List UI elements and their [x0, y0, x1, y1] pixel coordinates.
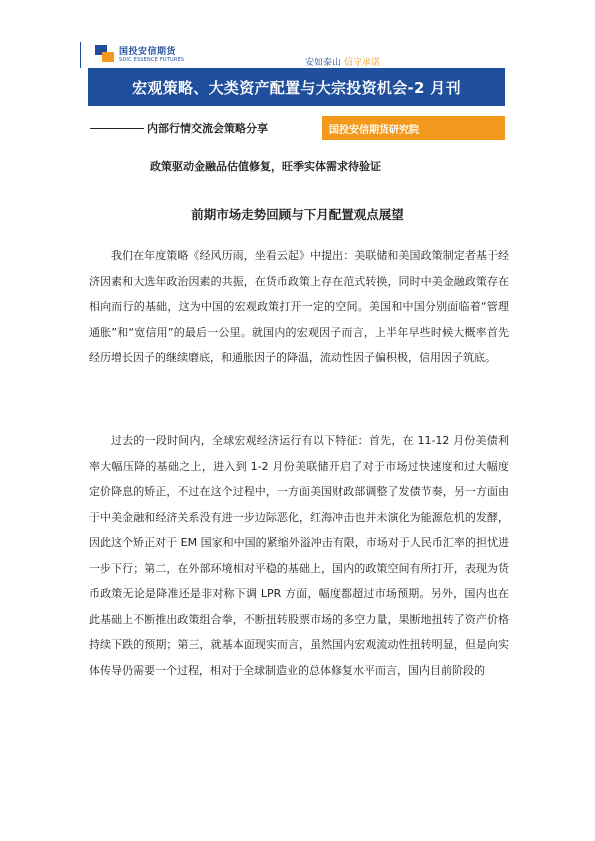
institute-badge [322, 116, 505, 140]
section-title: 前期市场走势回顾与下月配置观点展望 [191, 207, 404, 222]
logo-name-cn: 国投安信期货 [119, 47, 177, 57]
slogan [305, 55, 380, 68]
report-title: 宏观策略、大类资产配置与大宗投资机会-2 月刊 [132, 78, 461, 97]
slogan-part1: 安如泰山 [305, 58, 342, 68]
subheader-title: 内部行情交流会策略分享 [147, 122, 268, 135]
logo-name-en: SDIC ESSENCE FUTURES [119, 57, 185, 63]
institute-name: 国投安信期货研究院 [329, 124, 419, 136]
subheader-rule [90, 128, 144, 129]
header-divider [80, 42, 81, 68]
body-paragraph-1: 我们在年度策略《经风历雨，坐看云起》中提出：美联储和美国政策制定者基于经济因素和大选年政治因素的共振，在货币政策上存在范式转换，同时中美金融政策存在相向而行的基础，这为中国的宏观政策打开一定的空间。美国和中国分别面临着“管理通胀”和“宽信用”的最后一公里。就国内的宏观因子而言，上半年早些时候大概率首先经历增长因子的继续磨底，和通胀因子的降温，流动性因子偏积极，信用因子筑底。 [89, 249, 509, 364]
slogan-part2: 信守承诺 [344, 58, 381, 68]
body-paragraph-2: 过去的一段时间内，全球宏观经济运行有以下特征：首先，在 11-12 月份美债利率大幅压降的基础之上，进入到 1-2 月份美联储开启了对于市场过快速度和过大幅度定价降息的矫正，不过在这个过程中，一方面美国财政部调整了发债节奏，另一方面由于中美金融和经济关系没有进一步边际恶化，红海冲击也并未演化为能源危机的发酵，因此这个矫正对于 EM 国家和中国的紧缩外溢冲击有限，市场对于人民币汇率的担忧进一步下行；第二，在外部环境相对平稳的基础上，国内的政策空间有所打开，表现为货币政策无论是降准还是非对称下调 LPR 方面，幅度都超过市场预期。另外，国内也在此基础上不断推出政策组合拳，不断扭转股票市场的多空力量，果断地扭转了资产价格持续下跌的预期；第三，就基本面现实而言，虽然国内宏观流动性扭转明显，但是向实体传导仍需要一个过程，相对于全球制造业的总体修复水平而言，国内目前阶段的 [89, 434, 509, 677]
title-banner [88, 68, 505, 106]
report-subtitle: 政策驱动金融品估值修复，旺季实体需求待验证 [150, 160, 381, 173]
logo-icon [95, 45, 115, 63]
company-logo [95, 44, 184, 63]
